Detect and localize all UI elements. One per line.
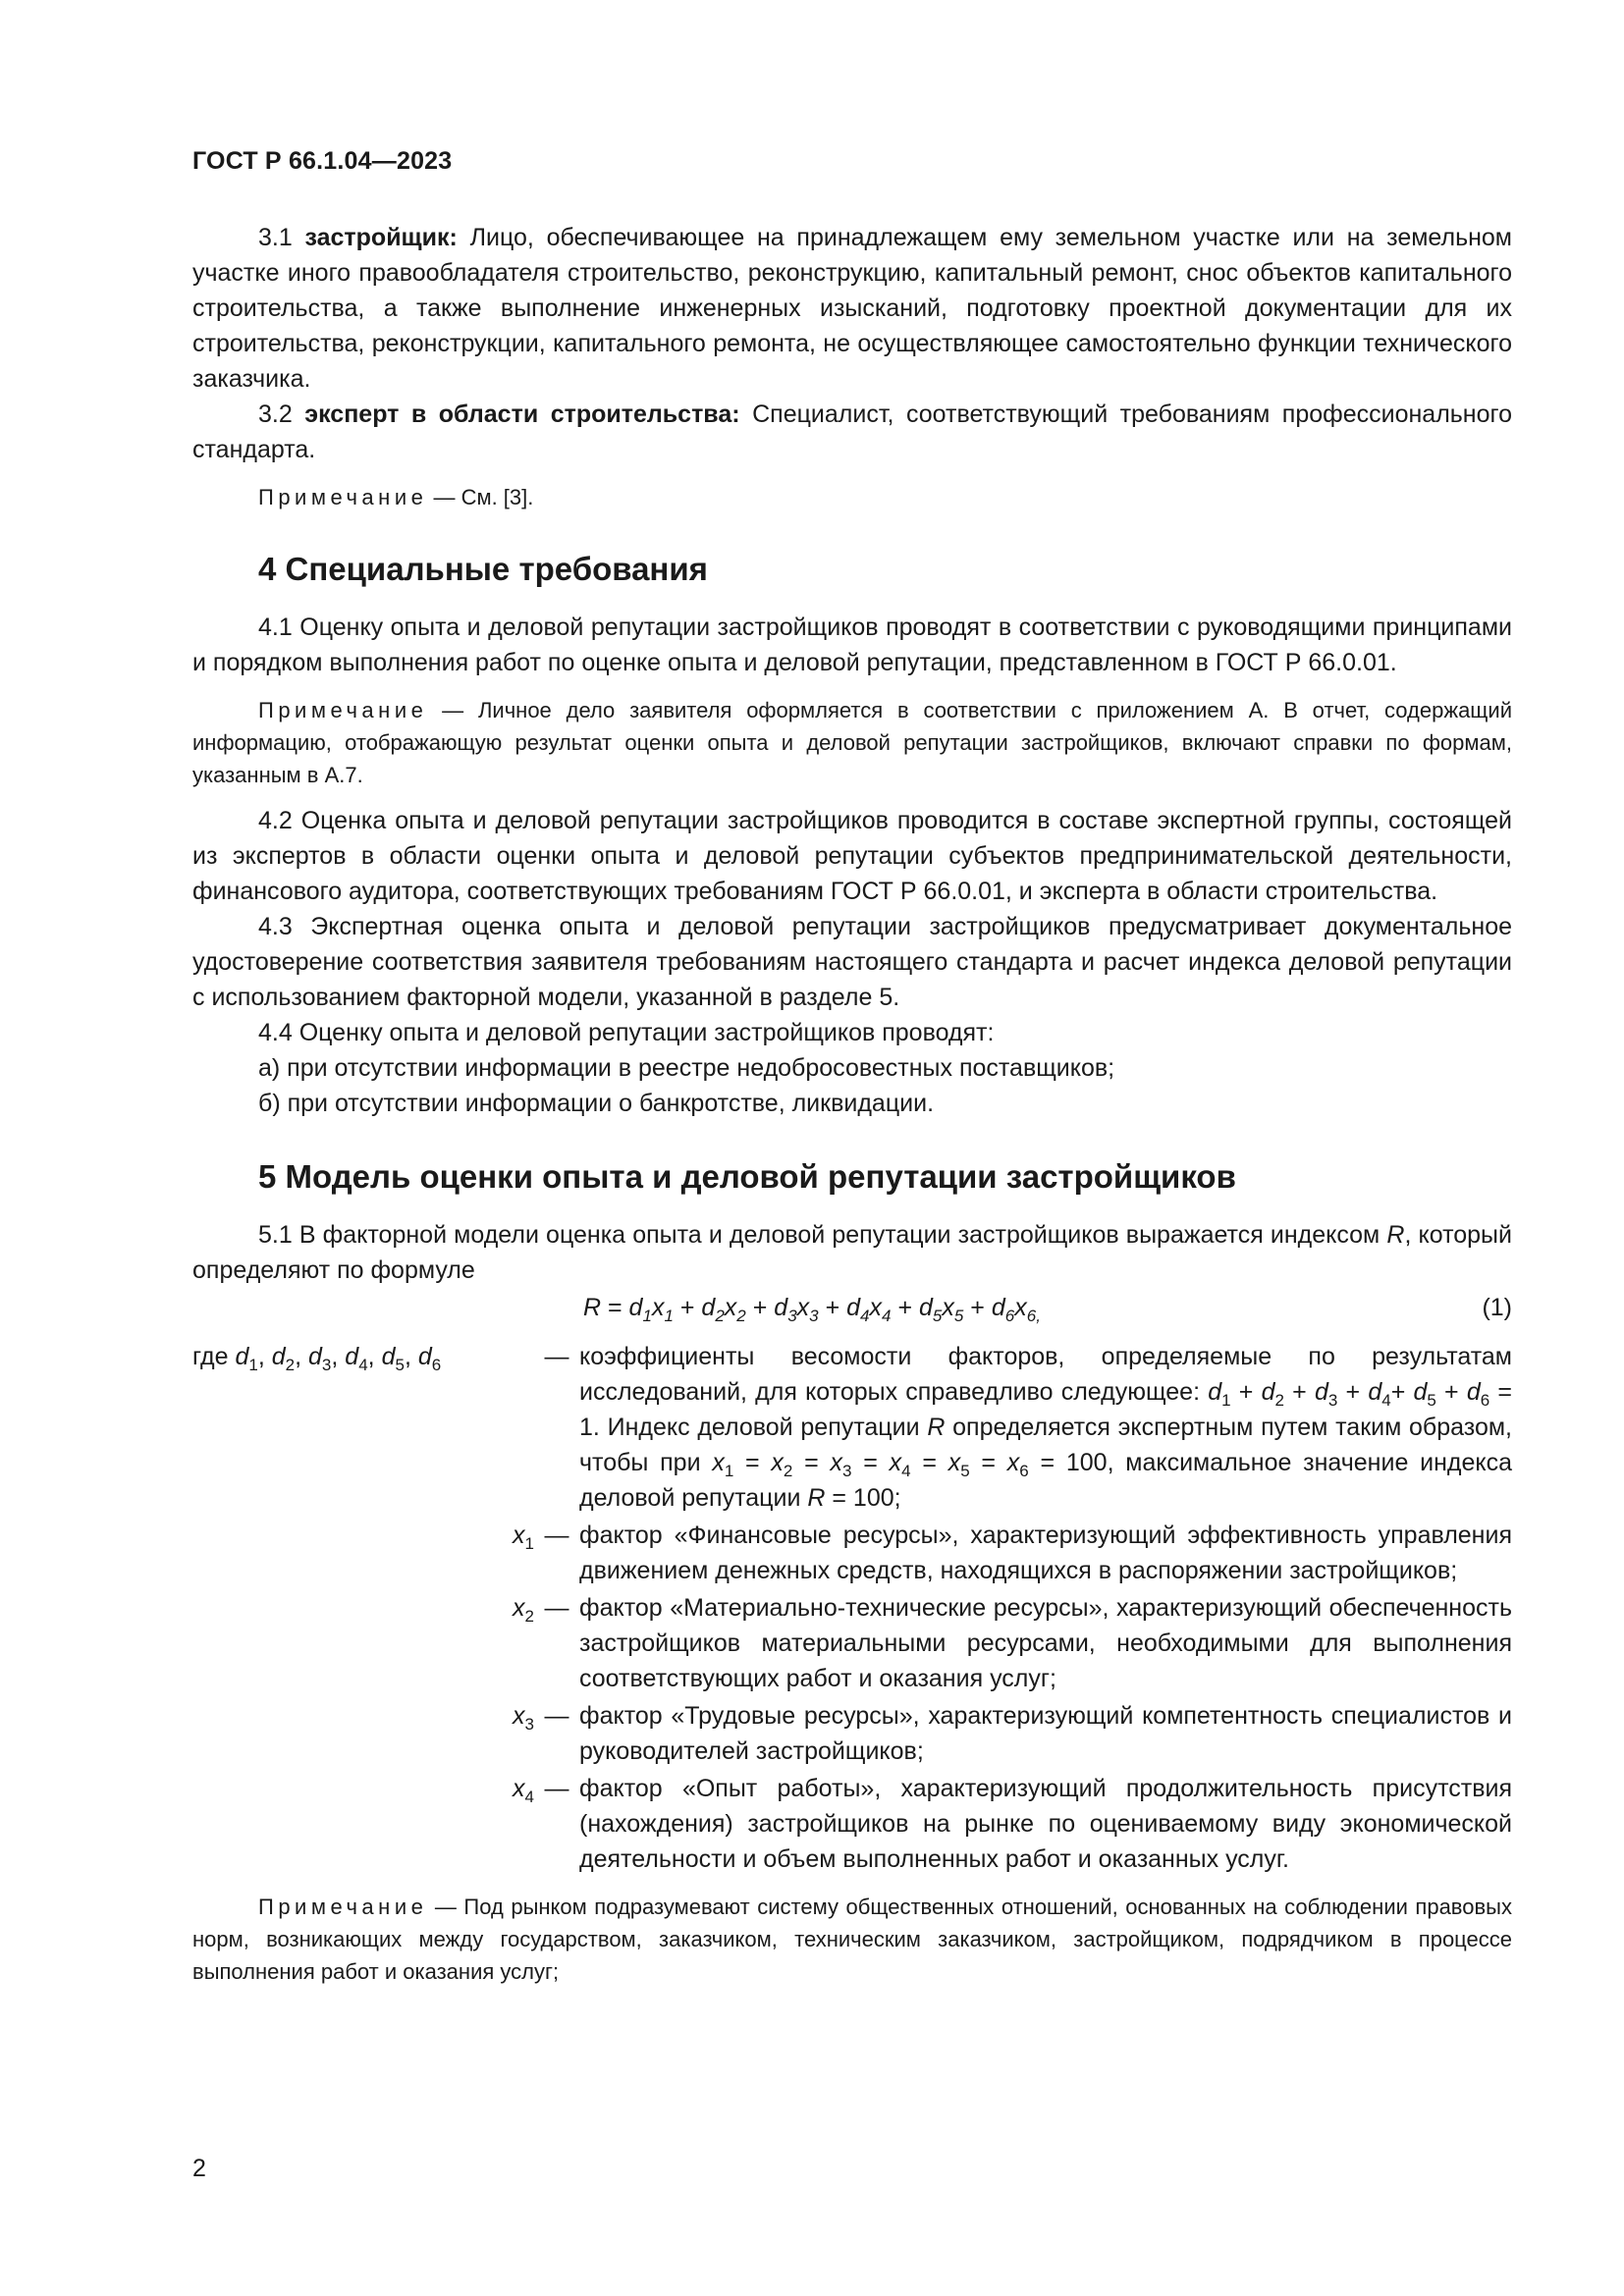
clause-5-1: 5.1 В факторной модели оценка опыта и деловой репутации застройщиков выражается индексом R, который определяют по формуле [192, 1221, 1512, 1284]
list-item-a: а) при отсутствии информации в реестре недобросовестных поставщиков; [258, 1054, 1115, 1082]
definition-x4: $x_4$ — фактор «Опыт работы», характеризующий продолжительность присутствия (нахождения) застройщиков на рынке по оцениваемому виду экономической деятельности и объем выполненных работ и оказанных услуг. [192, 1771, 1512, 1877]
note-4: Примечание — Личное дело заявителя оформляется в соответствии с приложением А. В отчет, содержащий информацию, отображающую результат оценки опыта и деловой репутации застройщиков, включают справки по формам, указанным в А.7. [192, 698, 1512, 787]
term-developer: застройщик: [304, 224, 458, 251]
definition-text: коэффициенты весомости факторов, определяемые по результатам исследований, для которых справедливо следующее: $d_1 + d_2 + d_3 + d_4+ d_5 + d_6 = 1$. Индекс деловой репутации R определяется экспертным путем таким образом, чтобы при $x_1 = x_2 = x_3 = x_4 = x_5 = x_6 = 100$, максимальное значение индекса деловой репутации R = 100; [579, 1343, 1513, 1512]
definition-label: $x_3$ [513, 1702, 534, 1734]
definition-label: где $d_1$, $d_2$, $d_3$, $d_4$, $d_5$, $d_6$ [192, 1343, 442, 1374]
clause-4-4: 4.4 Оценку опыта и деловой репутации застройщиков проводят: [258, 1019, 995, 1046]
definition-x3: $x_3$ — фактор «Трудовые ресурсы», характеризующий компетентность специалистов и руководителей застройщиков; [192, 1698, 1512, 1769]
definition-text: фактор «Опыт работы», характеризующий продолжительность присутствия (нахождения) застройщиков на рынке по оцениваемому виду экономической деятельности и объем выполненных работ и оказанных услуг. [579, 1775, 1512, 1873]
formula-expression: $R = d_1x_1 + d_2x_2 + d_3x_3 + d_4x_4 + d_5x_5 + d_6x_{6,}$ [583, 1294, 1041, 1325]
definition-label: $x_4$ [513, 1775, 534, 1806]
section-5-heading: 5 Модель оценки опыта и деловой репутации застройщиков [258, 1158, 1236, 1195]
note-label: Примечание [258, 1895, 428, 1919]
note-5: Примечание — Под рынком подразумевают систему общественных отношений, основанных на соблюдении правовых норм, возникающих между государством, заказчиком, техническим заказчиком, застройщиком, подрядчиком в процессе выполнения работ и оказания услуг; [192, 1895, 1512, 1984]
clause-4-3: 4.3 Экспертная оценка опыта и деловой репутации застройщиков предусматривает документальное удостоверение соответствия заявителя требованиям настоящего стандарта и расчет индекса деловой репутации с использованием факторной модели, указанной в разделе 5. [192, 913, 1512, 1011]
document-body [192, 220, 1512, 2000]
definition-x2: $x_2$ — фактор «Материально-технические ресурсы», характеризующий обеспеченность застройщиков материальными ресурсами, необходимыми для выполнения соответствующих работ и оказания услуг; [192, 1590, 1512, 1696]
definition-d: где $d_1$, $d_2$, $d_3$, $d_4$, $d_5$, $d_6$ — коэффициенты весомости факторов, определяемые по результатам исследований, для которых справедливо следующее: $d_1 + d_2 + d_3 + d_4+ d_5 + d_6 = 1$. Индекс деловой репутации R определяется экспертным путем таким образом, чтобы при $x_1 = x_2 = x_3 = x_4 = x_5 = x_6 = 100$, максимальное значение индекса деловой репутации R = 100; [192, 1339, 1512, 1516]
page-number: 2 [192, 2155, 206, 2182]
formula-definitions [192, 1339, 1512, 1877]
clause-3-2: 3.2 эксперт в области строительства: Специалист, соответствующий требованиям профессионального стандарта. [192, 400, 1512, 463]
definition-x1: $x_1$ — фактор «Финансовые ресурсы», характеризующий эффективность управления движением денежных средств, находящихся в распоряжении застройщиков; [192, 1518, 1512, 1588]
term-expert: эксперт в области строительства: [304, 400, 740, 428]
definition-text: фактор «Материально-технические ресурсы», характеризующий обеспеченность застройщиков материальными ресурсами, необходимыми для выполнения соответствующих работ и оказания услуг; [579, 1594, 1512, 1692]
definition-text: фактор «Финансовые ресурсы», характеризующий эффективность управления движением денежных средств, находящихся в распоряжении застройщиков; [579, 1522, 1512, 1584]
formula-1 [192, 1290, 1512, 1329]
clause-4-1: 4.1 Оценку опыта и деловой репутации застройщиков проводят в соответствии с руководящими принципами и порядком выполнения работ по оценке опыта и деловой репутации, представленном в ГОСТ Р 66.0.01. [192, 614, 1512, 676]
list-item-b: б) при отсутствии информации о банкротстве, ликвидации. [258, 1090, 935, 1117]
definition-text: фактор «Трудовые ресурсы», характеризующий компетентность специалистов и руководителей застройщиков; [579, 1702, 1512, 1765]
clause-3-1: 3.1 застройщик: Лицо, обеспечивающее на принадлежащем ему земельном участке или на земельном участке иного правообладателя строительство, реконструкцию, капитальный ремонт, снос объектов капитального строительства, а также выполнение инженерных изысканий, подготовку проектной документации для их строительства, реконструкции, капитального ремонта, не осуществляющее самостоятельно функции технического заказчика. [192, 224, 1512, 393]
document-header: ГОСТ Р 66.1.04—2023 [192, 147, 453, 175]
clause-4-2: 4.2 Оценка опыта и деловой репутации застройщиков проводится в составе экспертной группы, состоящей из экспертов в области оценки опыта и деловой репутации субъектов предпринимательской деятельности, финансового аудитора, соответствующих требованиям ГОСТ Р 66.0.01, и эксперта в области строительства. [192, 807, 1512, 905]
note-label: Примечание [258, 485, 428, 509]
definition-label: $x_2$ [513, 1594, 534, 1626]
formula-number: (1) [1482, 1294, 1512, 1321]
definition-label: $x_1$ [513, 1522, 534, 1553]
section-4-heading: 4 Специальные требования [258, 551, 708, 587]
note-label: Примечание [258, 698, 428, 722]
note-3: Примечание — См. [3]. [258, 485, 534, 509]
